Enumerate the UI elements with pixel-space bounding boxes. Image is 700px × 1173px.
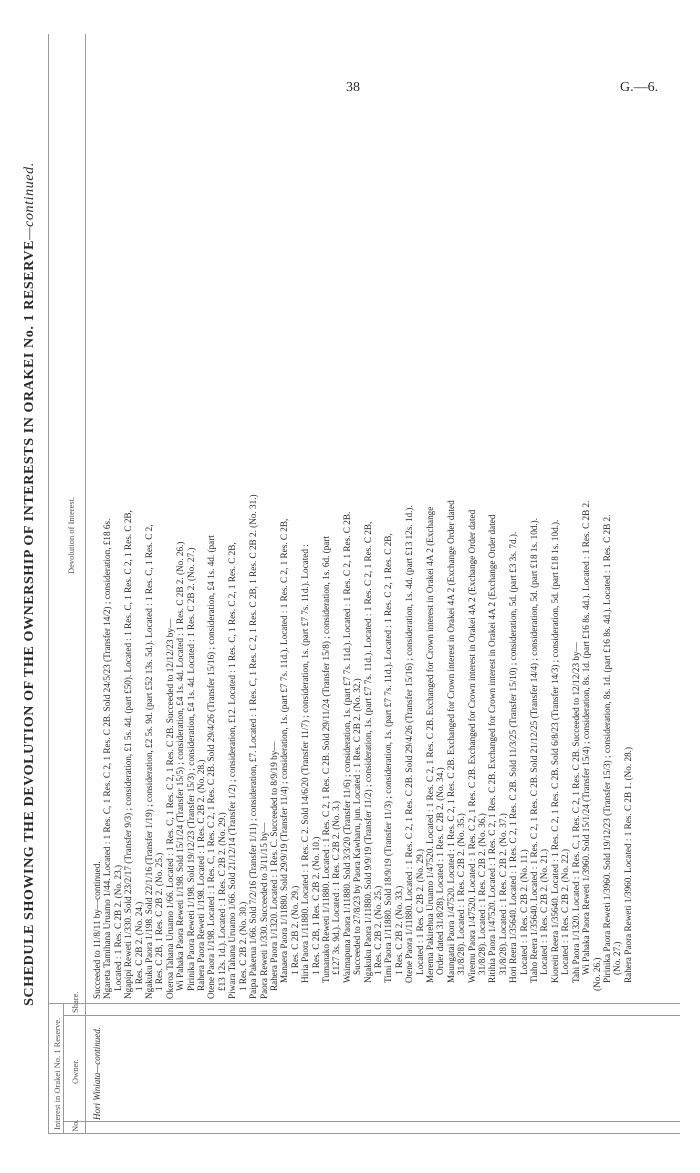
devolution-line: £127 3s. 9d.). Located : 1 Res. C 2B 2. (No. 3.) xyxy=(331,800,342,975)
devolution-line: £13 12s. 1d.). Located : 1 Res. C 2B 2. (No. 29.) xyxy=(216,812,227,991)
title-continued: —continued. xyxy=(22,162,37,240)
devolution-line: Wiremu Paora 1/47520. Located : 1 Res. C 2, 1 Res. C 2B. Exchanged for Crown interest in Orakei 4A 2 (Exchange Order dated xyxy=(466,509,477,983)
devolution-line: Located : 1 Res. C 2B 2. (No. 22.) xyxy=(560,848,571,975)
devolution-line: Paipa Pakerua 1/66. Sold 7/2/16 (Transfer 1/11) ; consideration, £7. Located : 1 Res. C, 1 Res. C 2, 1 Res. C 2B, 1 Res. C 2B 2. (No. 31.) xyxy=(248,494,259,999)
devolution-line: 1 Res. C 2B 2. (No. 29.) xyxy=(289,885,300,975)
table-top-rule xyxy=(48,34,49,1134)
rotated-table xyxy=(0,34,680,1134)
devolution-line: 1 Res. C 2B 2. (No. 30.) xyxy=(237,901,248,991)
devolution-line: Piwara Tahana Uruamo 1/66. Sold 21/12/14 (Transfer 1/2) ; consideration, £12. Located : 1 Res. C, 1 Res. C 2, 1 Res. C 2B, xyxy=(227,542,238,999)
devolution-line: 31/8/28). Located : 1 Res. C 2B 2. (No. 35.) xyxy=(456,813,467,975)
devolution-line: Order dated 31/8/28). Located : 1 Res. C 2B 2. (No. 34.) xyxy=(435,767,446,975)
devolution-line: 1 Res. C 2B 2. (No. 24.) xyxy=(133,901,144,991)
devolution-line: Kioreiti Reera 1/35640. Located : 1 Res. C 2, 1 Res. C 2B. Sold 6/8/23 (Transfer 14/3) ; consideration, 5d. (part £18 1s. 10d.). xyxy=(549,519,560,983)
devolution-line: Ritihia Paora 1/47520. Located : 1 Res. C 2, 1 Res. C 2B. Exchanged for Crown interest in Orakei 4A 2 (Exchange Order dated xyxy=(487,514,498,983)
devolution-line: Otene Paora 1/11880. Located : 1 Res. C 2, 1 Res. C 2B. Sold 29/4/26 (Transfer 15/16) ; consideration, 1s. 4d. (part £13 12s. 1d.). xyxy=(404,505,415,983)
devolution-line: Maungatai Paora 1/47520. Located : 1 Res. C 2, 1 Res. C 2B. Exchanged for Crown interest in Orakei 4A 2 (Exchange Order dated xyxy=(445,500,456,983)
devolution-line: Timi Paora 1/11880. Sold 18/9/19 (Transfer 11/3) ; consideration, 1s. (part £7 7s. 11d.). Located : 1 Res. C 2, 1 Res. C 2B, xyxy=(383,533,394,983)
devolution-lines xyxy=(92,13,633,999)
devolution-line: Manaera Paora 1/11880. Sold 29/9/19 (Transfer 11/4) ; consideration, 1s. (part £7 7s. 11d.). Located : 1 Res. C 2, 1 Res. C 2B, xyxy=(279,518,290,983)
devolution-line: Paora Reweti 1/330. Succeeded to 3/11/15 by— xyxy=(258,822,269,999)
devolution-line: Rahera Paora Reweti 1/198. Located : 1 Res. C 2B 2. (No. 28.) xyxy=(196,759,207,991)
devolution-line: Wi Pahaka Paora Reweti 1/198. Sold 15/1/24 (Transfer 15/5) ; consideration, £4 1s. 4d. Located : 1 Res. C 2B 2. (No. 26.) xyxy=(175,541,186,991)
devolution-line: Tahi Paora 1/1320. Located : 1 Res. C, 1 Res. C 2, 1 Res. C 2B. Succeeded to 12/12/23 by— xyxy=(570,642,581,983)
owner-column-header: Owner. xyxy=(70,1059,80,1084)
devolution-line: 31/8/28). Located : 1 Res. C 2B 2. (No. 36.) xyxy=(477,813,488,975)
devolution-line: Pirinika Paora Reweti 1/198. Sold 19/12/23 (Transfer 15/3) ; consideration, £4 1s. 4d. Located : 1 Res. C 2B 2. (No. 27.) xyxy=(185,547,196,991)
column-divider-share xyxy=(48,1003,680,1004)
table-left-border xyxy=(48,1133,680,1134)
devolution-column-header: Devolution of Interest. xyxy=(66,496,76,574)
no-column-header: No. xyxy=(70,1119,80,1132)
devolution-line: Ngakuku Paora 1/198. Sold 22/1/16 (Transfer 1/19) ; consideration, £2 5s. 9d. (part £52 13s. 5d.). Located : 1 Res. C, 1 Res. C 2, xyxy=(144,524,155,999)
interest-group-header: Interest in Orakei No. 1 Reserve. xyxy=(52,1017,62,1130)
devolution-line: Waimapuna Paora 1/11880. Sold 3/3/20 (Transfer 11/6) ; consideration, 1s. (part £7 7s. 11d.). Located : 1 Res. C 2, 1 Res. C 2B. xyxy=(341,511,352,983)
devolution-line: Located : 1 Res. C 2B 2. (No. 29.) xyxy=(414,848,425,975)
page-title xyxy=(22,34,38,1134)
devolution-line: Located : 1 Res. C 2B 2. (No. 11.) xyxy=(518,849,529,975)
devolution-line: Ngareta Tamihana Uruamo 1/44. Located : 1 Res. C, 1 Res. C 2, 1 Res. C 2B. Sold 24/5/23 (Transfer 14/2) ; consideration, £18 6s. xyxy=(102,518,113,999)
devolution-line: Hiria Paora 1/11880. Located : 1 Res. C 2. Sold 14/6/20 (Transfer 11/7) ; consideration, 1s. (part £7 7s. 11d.). Located : xyxy=(300,544,311,983)
devolution-line: 1 Res. C 2B 2. (No. 33.) xyxy=(393,885,404,975)
header-bottom-rule xyxy=(85,34,86,1134)
devolution-line: Located : 1 Res. C 2B 2. (No. 23.) xyxy=(112,864,123,991)
devolution-line: Succeeded to 11/8/11 by—continued. xyxy=(92,861,102,999)
title-text: SCHEDULE SHOWING THE DEVOLUTION OF THE OWNERSHIP OF INTERESTS IN ORAKEI No. 1 RESERVE xyxy=(22,239,37,1006)
devolution-line: Rahera Paora 1/1320. Located : 1 Res. C. Succeeded to 8/9/19 by— xyxy=(268,741,279,991)
devolution-line: Tiaho Reera 1/35640. Located : 1 Res. C 2, 1 Res. C 2B. Sold 21/12/25 (Transfer 14/4) ; consideration, 5d. (part £18 1s. 10d.). xyxy=(529,517,540,983)
devolution-line: Ngakuku Paora 1/11880. Sold 9/9/19 (Transfer 11/2) ; consideration, 1s. (part £7 7s. 11d.). Located : 1 Res. C 2, 1 Res. C 2B, xyxy=(362,521,373,983)
devolution-line: 31/8/28). Located : 1 Res. C 2B 2. (No. 37.) xyxy=(497,813,508,975)
devolution-line: Merema Pakirehua Uruamo 1/47520. Located : 1 Res. C 2, 1 Res. C 2B. Exchanged for Crown interest in Orakei 4A 2 (Exchange xyxy=(425,506,435,983)
devolution-line: Ngapipi Reweti 1/330. Sold 23/2/17 (Transfer 9/3) ; consideration, £1 5s. 4d. (part £50). Located : 1 Res. C, 1 Res. C 2, 1 Res. C 2B, xyxy=(123,510,134,999)
devolution-line: Wi Pahaka Paora Reweti 1/3960. Sold 15/1/24 (Transfer 15/4) ; consideration, 8s. 1d. (part £16 8s. 4d.). Located : 1 Res. C 2B 2. xyxy=(581,500,592,975)
devolution-line: Pirinika Paora Reweti 1/3960. Sold 19/12/23 (Transfer 15/3) ; consideration, 8s. 1d. (part £16 8s. 4d.). Located : 1 Res. C 2B 2. xyxy=(601,514,612,983)
interest-group-rule xyxy=(63,1004,64,1134)
devolution-line: Succeeded to 27/8/23 by Paora Kawharu, jun. Located : 1 Res. C 2B 2. (No. 32.) xyxy=(352,678,363,975)
devolution-line: Rahera Paora Reweti 1/3960. Located : 1 Res. C 2B 1. (No. 28.) xyxy=(622,746,633,983)
devolution-line: Otene Paora 1/198. Located : 1 Res. C, 1 Res. C 2, 1 Res. C 2B. Sold 29/4/26 (Transfer 15/16) ; consideration, £4 1s. 4d. (part xyxy=(206,535,217,999)
devolution-line: 1 Res. C 2B, 1 Res. C 2B 2. (No. 10.) xyxy=(310,836,321,975)
devolution-line: Tumanako Reweti 1/11880. Located : 1 Res. C 2, 1 Res. C 2B. Sold 29/11/24 (Transfer 15/8) ; consideration, 1s. 6d. (part xyxy=(320,535,331,983)
devolution-line: Hori Reera 1/35640. Located : 1 Res. C 2, 1 Res. C 2B. Sold 11/3/25 (Transfer 15/10) ; consideration, 5d. (part £3 3s. 7d.). xyxy=(508,531,519,983)
devolution-line: Located : 1 Res. C 2B 2. (No. 21.) xyxy=(539,848,550,975)
devolution-line: (No. 27.) xyxy=(612,941,623,975)
share-column-header: Share. xyxy=(70,991,80,1013)
devolution-line: (No. 26.) xyxy=(591,957,602,991)
devolution-line: 1 Res. C 2B 2. (No. 25.) xyxy=(372,885,383,975)
devolution-line: 1 Res. C 2B, 1 Res. C 2B 2. (No. 25.) xyxy=(154,852,165,991)
page-reference: G.—6. xyxy=(620,80,659,95)
page-number: 38 xyxy=(346,80,360,95)
column-divider-no xyxy=(63,1121,680,1122)
owner-name: Hori Winiata—continued. xyxy=(92,1027,102,1120)
devolution-line: Okeroa Tahana Uruamo 1/66. Located : 1 Res. C, 1 Res. C 2, 1 Res. C 2B. Succeeded to 12/12/23 by— xyxy=(164,618,175,999)
column-divider-owner xyxy=(63,1015,680,1016)
